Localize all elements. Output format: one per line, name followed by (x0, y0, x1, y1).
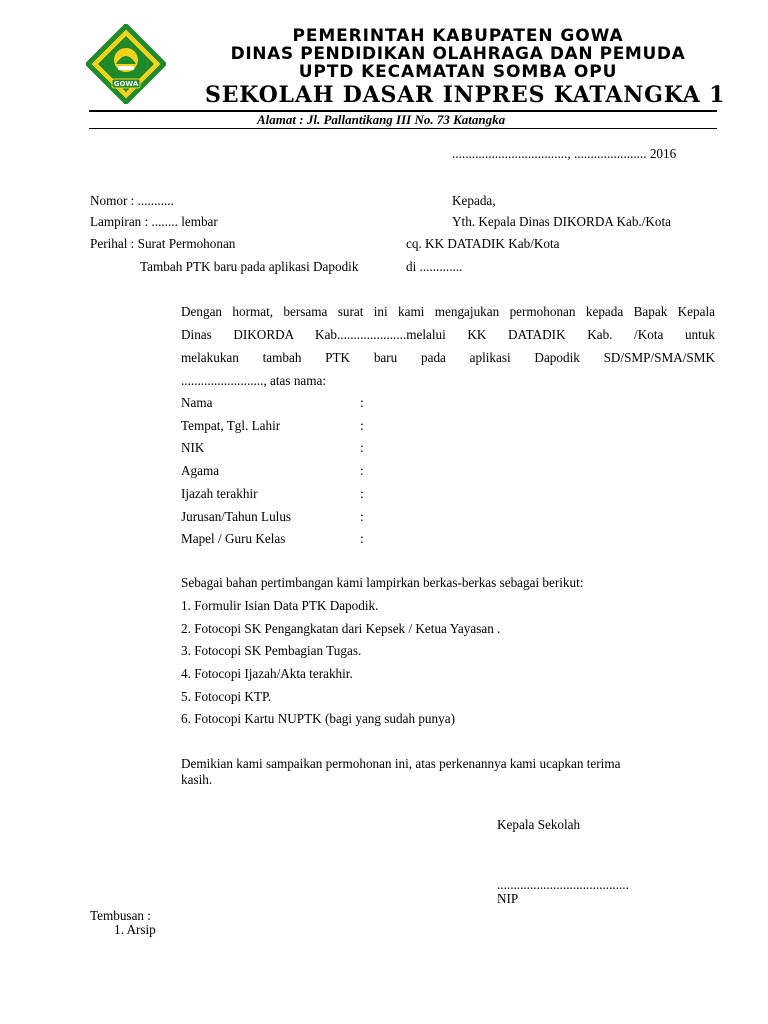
attachment-item: 5. Fotocopi KTP. (181, 689, 272, 704)
cc-item: 1. Arsip (114, 922, 156, 937)
letterhead-line1: PEMERINTAH KABUPATEN GOWA (292, 26, 624, 46)
date-line: ..................................., ...................... 2016 (452, 146, 677, 161)
lampiran: Lampiran : ........ lembar (90, 214, 218, 229)
body-paragraph-line1: Dengan hormat, bersama surat ini kami mengajukan permohonan kepada Bapak Kepala (181, 304, 715, 319)
school-address: Alamat : Jl. Pallantikang III No. 73 Katangka (257, 112, 506, 127)
attachment-item: 4. Fotocopi Ijazah/Akta terakhir. (181, 666, 353, 681)
signature-title: Kepala Sekolah (497, 817, 581, 832)
attachments-intro: Sebagai bahan pertimbangan kami lampirkan berkas-berkas sebagai berikut: (181, 575, 584, 590)
letterhead-line2: DINAS PENDIDIKAN OLAHRAGA DAN PEMUDA (230, 44, 686, 64)
attachment-item: 1. Formulir Isian Data PTK Dapodik. (181, 598, 379, 613)
closing-line2: kasih. (181, 772, 213, 787)
closing-line1: Demikian kami sampaikan permohonan ini, atas perkenannya kami ucapkan terima (181, 756, 621, 771)
body-paragraph-line3: melakukan tambah PTK baru pada aplikasi Dapodik SD/SMP/SMA/SMK (181, 350, 715, 365)
attachment-item: 2. Fotocopi SK Pengangkatan dari Kepsek / Ketua Yayasan . (181, 621, 501, 636)
field-label-nik: NIK (181, 440, 205, 455)
field-sep: : (360, 531, 364, 546)
field-label-mapel: Mapel / Guru Kelas (181, 531, 286, 546)
body-paragraph-line4: ........................., atas nama: (181, 373, 327, 388)
field-label-jurusan: Jurusan/Tahun Lulus (181, 509, 292, 524)
header-rule-bottom (89, 128, 717, 129)
signature-line: ........................................ (497, 877, 629, 892)
nomor: Nomor : ........... (90, 193, 174, 208)
field-label-agama: Agama (181, 463, 220, 478)
field-sep: : (360, 509, 364, 524)
attachment-item: 6. Fotocopi Kartu NUPTK (bagi yang sudah punya) (181, 711, 455, 726)
perihal-continued: Tambah PTK baru pada aplikasi Dapodik (140, 259, 359, 274)
attachment-item: 3. Fotocopi SK Pembagian Tugas. (181, 643, 362, 658)
signature-nip: NIP (497, 891, 519, 906)
field-sep: : (360, 486, 364, 501)
field-sep: : (360, 418, 364, 433)
cc-title: Tembusan : (90, 908, 151, 923)
recipient-di: di ............. (406, 259, 463, 274)
field-sep: : (360, 395, 364, 410)
school-name: SEKOLAH DASAR INPRES KATANGKA 1 (205, 82, 726, 108)
field-sep: : (360, 463, 364, 478)
recipient-yth: Yth. Kepala Dinas DIKORDA Kab./Kota (452, 214, 672, 229)
recipient-kepada: Kepada, (452, 193, 496, 208)
letterhead-line3: UPTD KECAMATAN SOMBA OPU (298, 62, 618, 82)
field-sep: : (360, 440, 364, 455)
gowa-logo (86, 24, 166, 104)
field-label-nama: Nama (181, 395, 213, 410)
svg-text:GOWA: GOWA (113, 80, 139, 88)
body-paragraph-line2: Dinas DIKORDA Kab.....................melalui KK DATADIK Kab. /Kota untuk (181, 327, 715, 342)
field-label-ttl: Tempat, Tgl. Lahir (181, 418, 281, 433)
field-label-ijazah: Ijazah terakhir (181, 486, 258, 501)
recipient-cq: cq. KK DATADIK Kab/Kota (406, 236, 560, 251)
perihal: Perihal : Surat Permohonan (90, 236, 236, 251)
